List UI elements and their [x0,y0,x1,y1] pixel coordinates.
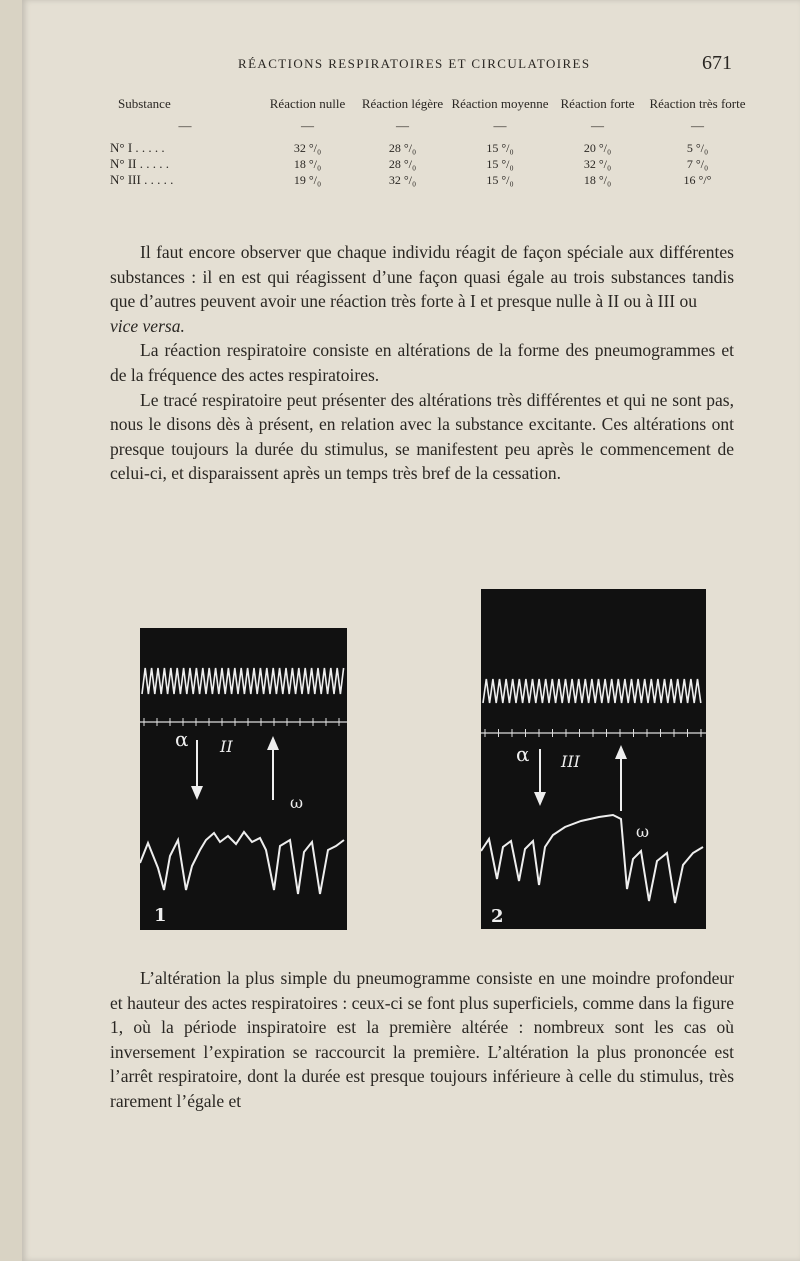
table-cell: 18 °/₀ [583,173,612,187]
paragraph-italic: vice versa. [110,315,185,336]
figure-2-respiratory-trace [481,815,703,903]
table-cell: 16 °/° [683,173,712,187]
table-cell: 7 °/₀ [686,157,709,171]
paragraph: La réaction respiratoire consiste en altérations de la forme des pneumogrammes et de la fréquence des actes respiratoires. [110,340,734,385]
figure-2-cardiac-trace [483,679,701,703]
figure-2-pneumogram [481,589,706,929]
column-header: Réaction légère [361,96,444,111]
dash: — [591,118,604,133]
omega-label: ω [636,822,650,841]
substance-label: II [220,737,233,756]
table-cell: 28 °/₀ [388,157,417,171]
column-header: Réaction très forte [649,96,746,111]
table-header-row [110,96,750,112]
table-cell: 15 °/₀ [486,141,514,155]
table-cell: 32 °/₀ [583,157,612,171]
dash: — [396,118,409,133]
paragraph: Il faut encore observer que chaque individu réagit de façon spéciale aux différentes substances : il en est qui réagissent d’une façon quasi égale au trois substances tandis que d’autres peuvent avoir une réaction très forte à I et presque nulle à II ou à III ou [110,242,734,312]
row-label: N° I . . . . . [110,140,165,155]
column-header: Substance [118,96,171,111]
table-cell: 19 °/₀ [293,173,322,187]
table-cell: 15 °/₀ [486,157,514,171]
figure-1-cardiac-trace [142,668,344,694]
table-cell: 20 °/₀ [583,141,612,155]
dash-row [110,112,750,140]
column-header: Réaction forte [560,96,635,111]
page-header [0,52,800,74]
reaction-table [110,96,750,188]
row-label: N° III . . . . . [110,172,174,187]
table-cell: 28 °/₀ [388,141,417,155]
body-text-bottom [110,966,734,1114]
table-cell: 32 °/₀ [293,141,322,155]
dash: — [691,118,704,133]
stimulus-end-arrow [267,736,279,800]
figure-number: 2 [491,906,504,927]
row-label: N° II . . . . . [110,156,169,171]
column-header: Réaction nulle [269,96,346,111]
table-cell: 5 °/₀ [686,141,709,155]
body-text-top [110,240,734,486]
paragraph: L’altération la plus simple du pneumogramme consiste en une moindre profondeur et hauteur des actes respiratoires : ceux-ci se font plus superficiels, comme dans la figure 1, où la période inspiratoire est la première altérée : nombreux sont les cas où inversement l’expiration se raccourcit la première. L’altération la plus prononcée est l’arrêt respiratoire, dont la durée est presque toujours inférieure à celle du stimulus, très rarement l’égale et [110,968,734,1111]
table-row [110,172,750,188]
table-cell: 18 °/₀ [293,157,322,171]
stimulus-start-arrow [534,749,546,806]
paragraph: Le tracé respiratoire peut présenter des altérations très différentes et qui ne sont pas, nous le disons dès à présent, en relation avec la substance excitante. Ces altérations ont presque toujours la durée du stimulus, se manifestent peu après le commencement de celui-ci, et disparaissent après un temps très bref de la cessation. [110,389,734,484]
dash: — [493,118,507,133]
figure-number: 1 [154,905,167,926]
substance-label: III [561,752,580,771]
table-cell: 15 °/₀ [486,173,514,187]
alpha-label: α [175,727,189,751]
page-number: 671 [702,52,732,74]
figure-1-respiratory-trace [140,832,344,894]
running-title: RÉACTIONS RESPIRATOIRES ET CIRCULATOIRES [238,56,591,71]
stimulus-start-arrow [191,740,203,800]
stimulus-end-arrow [615,745,627,811]
dash: — [301,118,314,133]
alpha-label: α [516,742,530,766]
figure-1-pneumogram [140,628,347,930]
column-header: Réaction moyenne [451,96,549,111]
table-row [110,156,750,172]
table-cell: 32 °/₀ [388,173,417,187]
table-row [110,140,750,156]
omega-label: ω [290,793,304,812]
dash: — [178,118,192,133]
